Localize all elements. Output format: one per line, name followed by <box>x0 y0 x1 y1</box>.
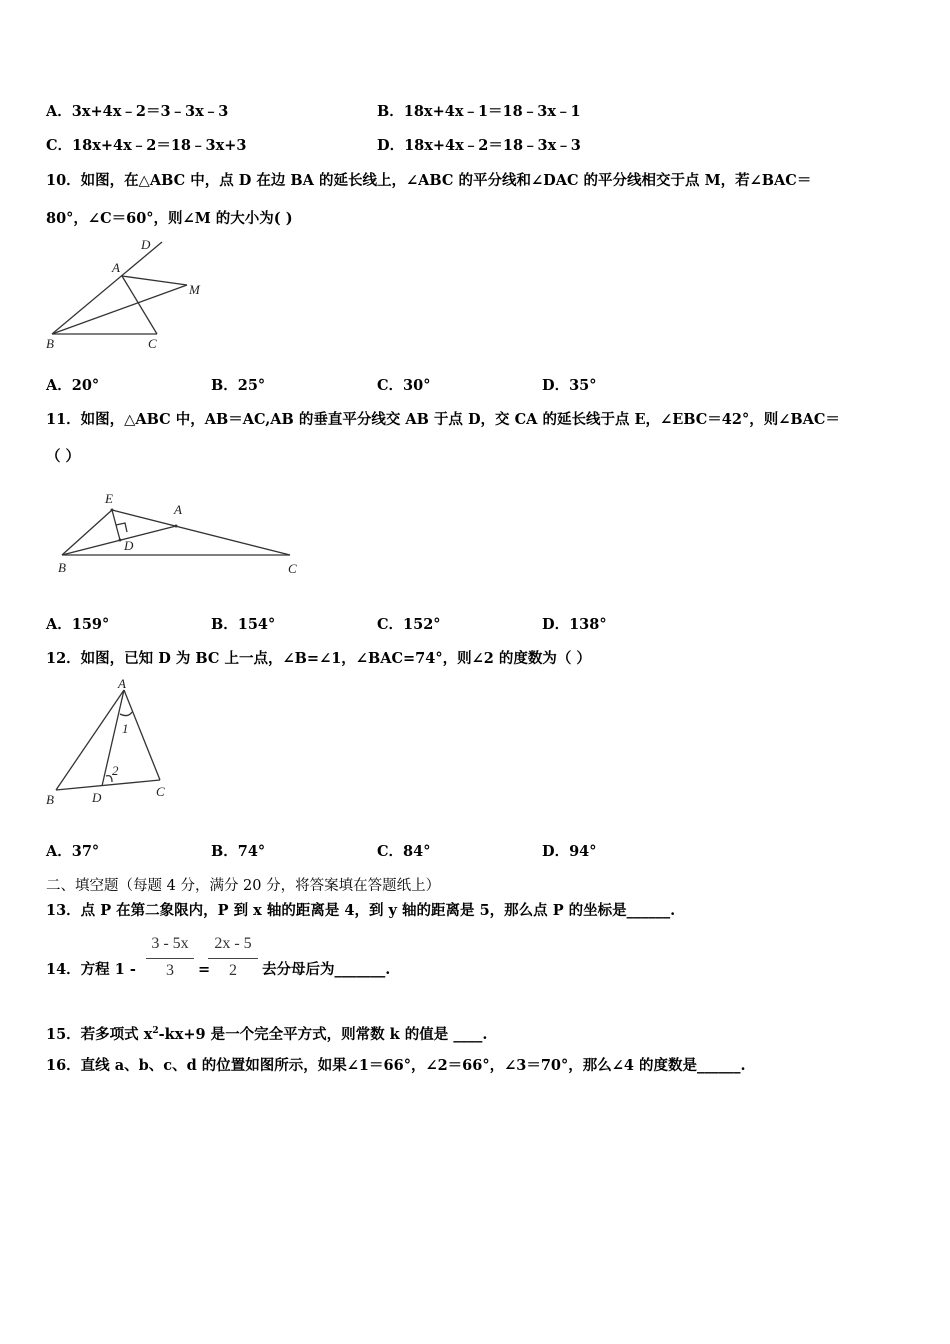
q15-stem <box>46 1021 487 1045</box>
q10-option-d: D．35° <box>542 377 597 394</box>
q10-line-am <box>122 276 187 285</box>
q12-option-d: D．94° <box>542 843 597 860</box>
q14-numerator-1: 3 - 5x <box>151 935 189 952</box>
q10-label-c: C <box>148 336 157 351</box>
q14-denominator-2: 2 <box>229 962 237 979</box>
q14-fraction-bar-2 <box>208 958 258 959</box>
q9-option-c: C．18x+4x﹣2＝18﹣3x+3 <box>46 137 247 154</box>
q11-option-c: C．152° <box>377 616 441 633</box>
q10-figure <box>44 236 212 354</box>
q12-label-d: D <box>92 790 102 805</box>
q11-figure <box>50 488 312 582</box>
q9-option-d: D．18x+4x﹣2＝18﹣3x﹣3 <box>377 137 581 154</box>
q11-label-e: E <box>105 491 113 506</box>
q12-label-1: 1 <box>122 721 129 736</box>
q12-option-a: A．37° <box>46 843 100 860</box>
q11-option-b: B．154° <box>211 616 276 633</box>
q14-numerator-2: 2x - 5 <box>214 935 252 952</box>
q10-label-a: A <box>112 260 120 275</box>
q12-option-c: C．84° <box>377 843 431 860</box>
q11-option-d: D．138° <box>542 616 607 633</box>
q12-figure <box>42 676 182 812</box>
q12-line-bc <box>56 780 160 790</box>
q10-option-c: C．30° <box>377 377 431 394</box>
q10-label-d: D <box>141 237 151 252</box>
q11-label-b: B <box>58 560 66 575</box>
q12-stem: 12．如图，已知 D 为 BC 上一点，∠B=∠1，∠BAC=74°，则∠2 的度数为（ ） <box>46 650 591 667</box>
q10-line-bm <box>52 285 187 334</box>
q10-option-a: A．20° <box>46 377 100 394</box>
q12-label-c: C <box>156 784 165 799</box>
q10-stem-line2: 80°，∠C＝60°，则∠M 的大小为( ) <box>46 210 293 227</box>
q13-stem: 13．点 P 在第二象限内，P 到 x 轴的距离是 4，到 y 轴的距离是 5，那么点 P 的坐标是______. <box>46 902 676 919</box>
q12-label-a: A <box>118 676 126 691</box>
q12-angle-1-arc <box>120 712 132 716</box>
q10-option-b: B．25° <box>211 377 266 394</box>
q11-stem-line1: 11．如图，△ABC 中，AB＝AC,AB 的垂直平分线交 AB 于点 D，交 CA 的延长线于点 E，∠EBC＝42°，则∠BAC＝ <box>46 411 840 428</box>
q15-text-before: 15．若多项式 x <box>46 1025 153 1043</box>
q10-label-b: B <box>46 336 54 351</box>
q14-suffix: 去分母后为_______. <box>262 961 391 978</box>
q14-equals: = <box>198 961 211 978</box>
q9-option-a: A．3x+4x﹣2＝3﹣3x﹣3 <box>46 103 229 120</box>
q11-label-d: D <box>124 538 134 553</box>
q10-line-ac <box>122 276 157 334</box>
q16-stem: 16．直线 a、b、c、d 的位置如图所示，如果∠1＝66°，∠2＝66°，∠3＝70°，那么∠4 的度数是______. <box>46 1057 746 1074</box>
q10-stem-line1: 10．如图，在△ABC 中，点 D 在边 BA 的延长线上，∠ABC 的平分线和∠DAC 的平分线相交于点 M，若∠BAC＝ <box>46 172 812 189</box>
q12-line-ac <box>124 690 160 780</box>
q9-option-b: B．18x+4x﹣1＝18﹣3x﹣1 <box>377 103 581 120</box>
q11-label-a: A <box>174 502 182 517</box>
q10-line-bd <box>52 242 162 334</box>
q15-text-after: -kx+9 是一个完全平方式，则常数 k 的值是 ____. <box>158 1025 488 1043</box>
q11-option-a: A．159° <box>46 616 110 633</box>
q12-label-2: 2 <box>112 763 119 778</box>
q12-label-b: B <box>46 792 54 807</box>
q12-option-b: B．74° <box>211 843 266 860</box>
q10-label-m: M <box>189 282 200 297</box>
q14-prefix: 14．方程 1 - <box>46 961 136 978</box>
q14-fraction-bar-1 <box>146 958 194 959</box>
q11-stem-line2: （ ） <box>46 448 81 465</box>
q11-label-c: C <box>288 561 297 576</box>
q15-exponent: 2 <box>152 1026 159 1036</box>
q14-denominator-1: 3 <box>166 962 174 979</box>
q11-line-ec <box>112 510 290 555</box>
section-2-heading: 二、填空题（每题 4 分，满分 20 分，将答案填在答题纸上） <box>46 878 441 894</box>
